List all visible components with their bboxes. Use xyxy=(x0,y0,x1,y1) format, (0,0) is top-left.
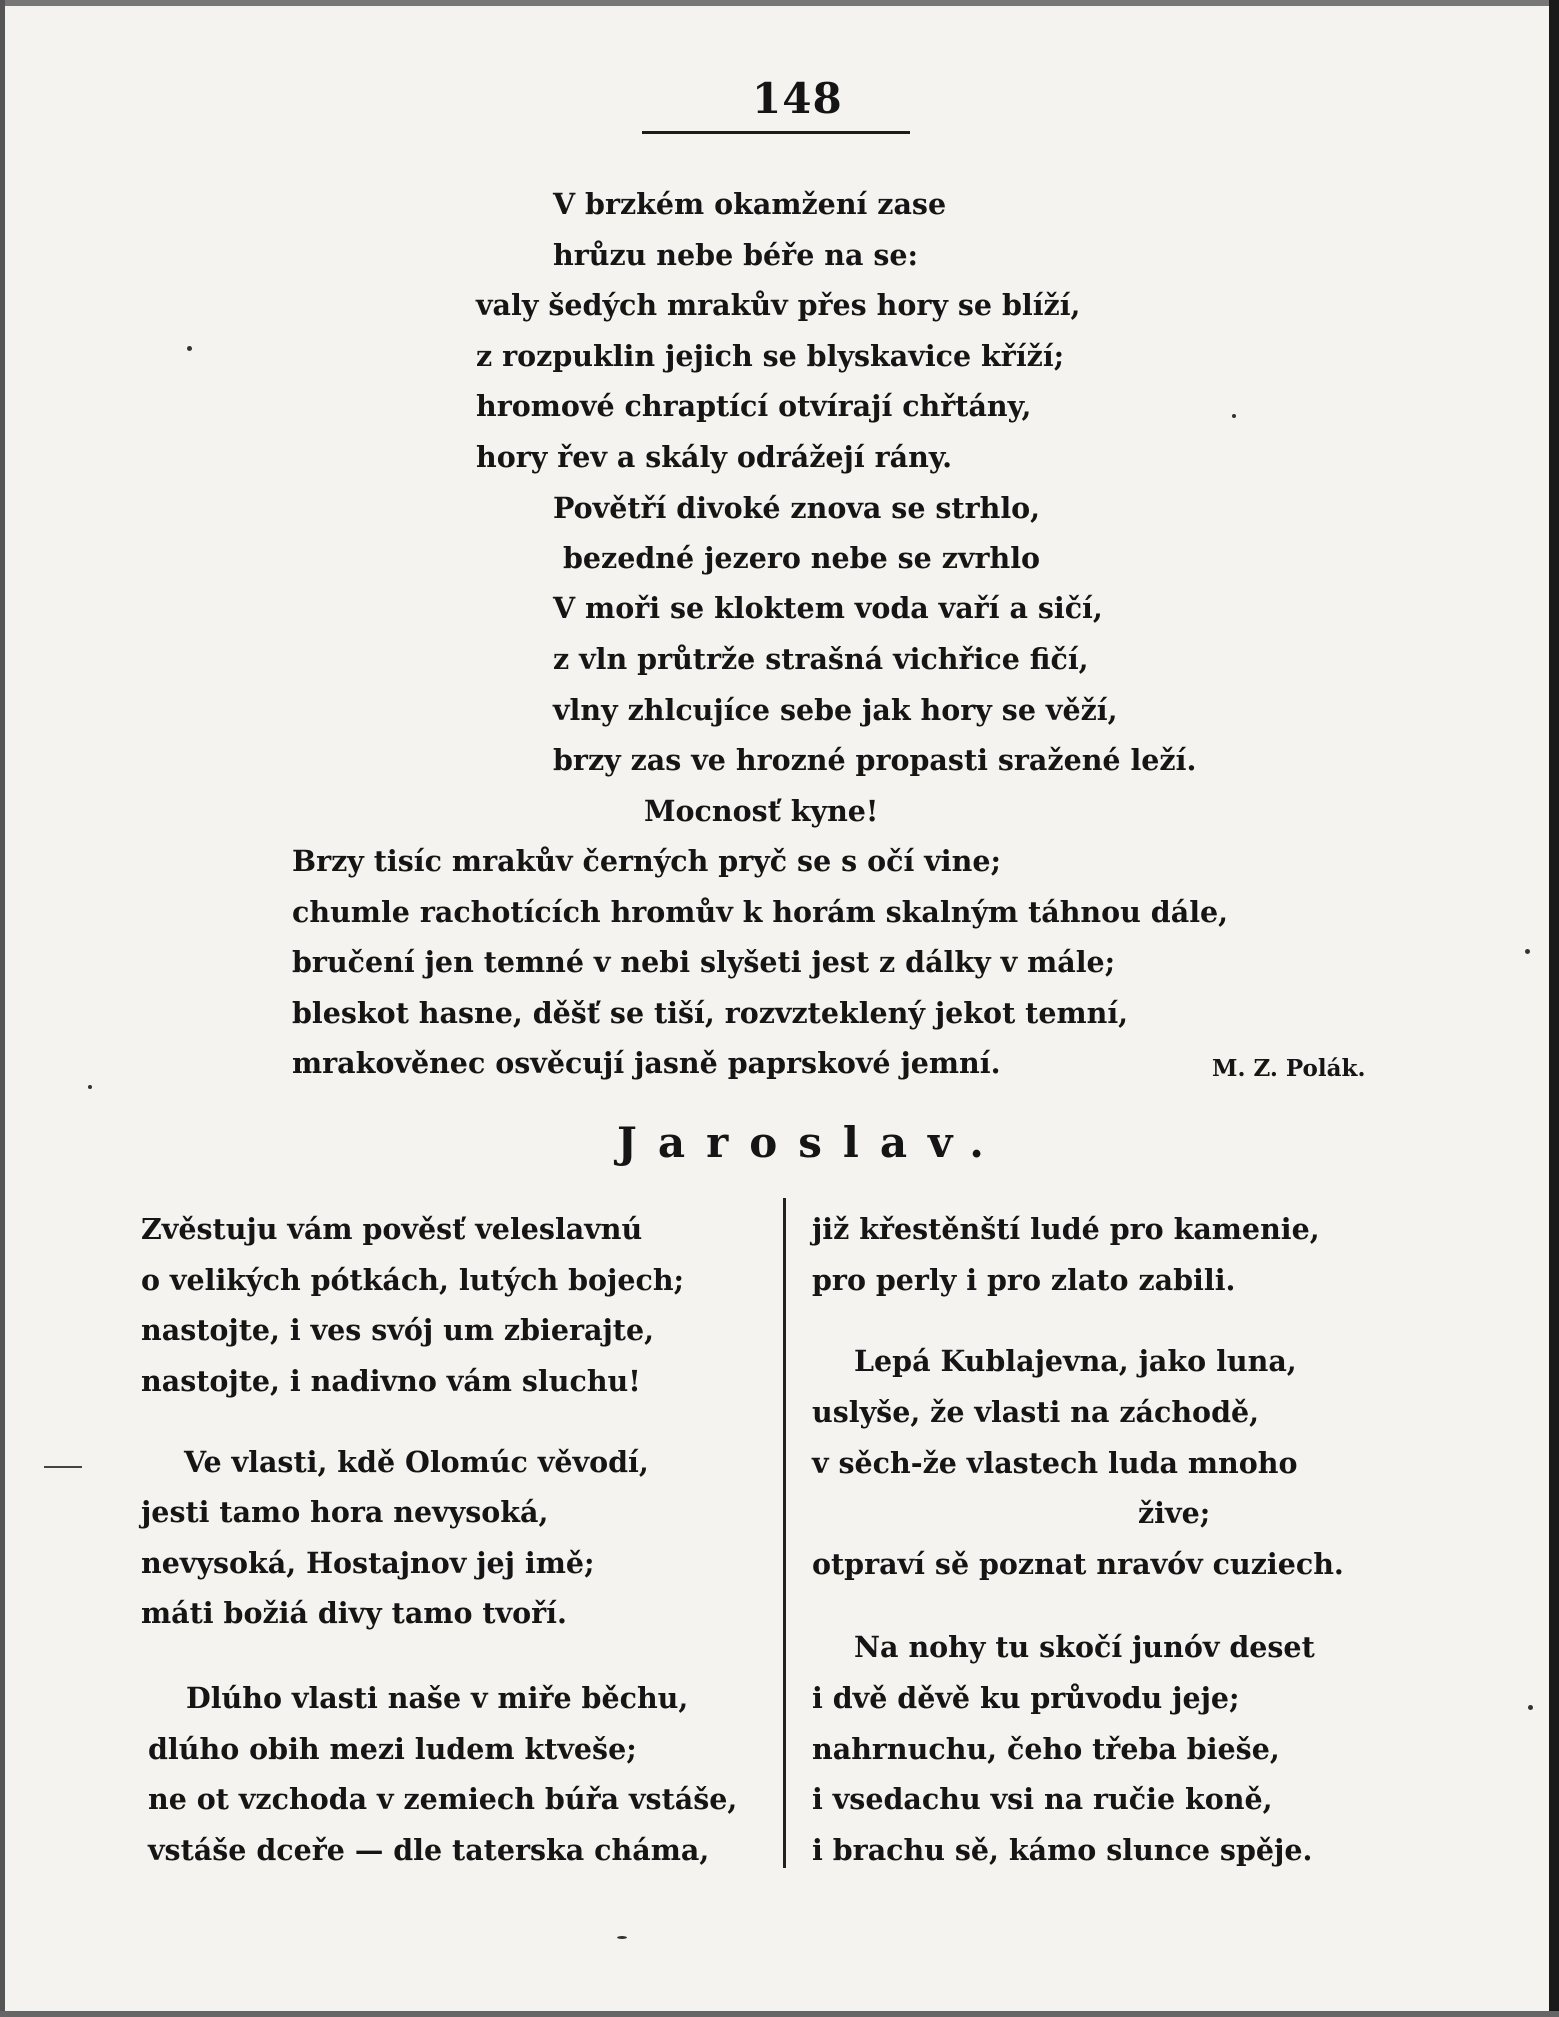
right-column-line: uslyše, že vlasti na záchodě, xyxy=(812,1395,1260,1429)
left-column-line: vstáše dceře — dle taterska cháma, xyxy=(148,1833,710,1867)
poem-line: mrakověnec osvěcují jasně paprskové jemní. xyxy=(292,1046,1001,1080)
left-column-line: ne ot vzchoda v zemiech búřa vstáše, xyxy=(148,1782,738,1816)
left-column-line: nastojte, i ves svój um zbierajte, xyxy=(141,1313,654,1347)
scan-edge-top xyxy=(0,0,1559,6)
scan-speck xyxy=(88,1085,92,1089)
page-number-rule xyxy=(642,131,910,134)
poem-line: V brzkém okamžení zase xyxy=(553,187,947,221)
section-title: Jaroslav. xyxy=(617,1118,1005,1167)
scan-speck xyxy=(617,1936,627,1939)
poem-line: Brzy tisíc mrakův černých pryč se s očí vine; xyxy=(292,844,1001,878)
poem-line: bručení jen temné v nebi slyšeti jest z dálky v mále; xyxy=(292,945,1116,979)
poem-line: valy šedých mrakův přes hory se blíží, xyxy=(476,288,1081,322)
scan-edge-bottom xyxy=(0,2011,1559,2017)
right-column-line: pro perly i pro zlato zabili. xyxy=(812,1263,1236,1297)
poem-line: vlny zhlcujíce sebe jak hory se věží, xyxy=(553,693,1118,727)
left-column-line: Dlúho vlasti naše v miře běchu, xyxy=(186,1681,689,1715)
right-column-line: již křestěnští ludé pro kamenie, xyxy=(812,1212,1320,1246)
left-column-line: nevysoká, Hostajnov jej imě; xyxy=(141,1546,595,1580)
right-column-line: Na nohy tu skočí junóv deset xyxy=(854,1630,1315,1664)
poem-line: V moři se kloktem voda vaří a sičí, xyxy=(553,591,1103,625)
scan-speck xyxy=(1528,1705,1533,1710)
left-column-line: dlúho obih mezi ludem ktveše; xyxy=(148,1732,637,1766)
scan-mark xyxy=(44,1466,82,1468)
scan-speck xyxy=(1232,414,1236,418)
scan-edge-right xyxy=(1549,0,1559,2017)
poem-line: Mocnosť kyne! xyxy=(644,794,879,828)
poem-line: hory řev a skály odrážejí rány. xyxy=(476,440,953,474)
right-column-line: i dvě děvě ku průvodu jeje; xyxy=(812,1681,1240,1715)
right-column-line: Lepá Kublajevna, jako luna, xyxy=(854,1344,1297,1378)
scan-edge-left xyxy=(0,0,5,2017)
right-column-line: v sěch-že vlastech luda mnoho xyxy=(812,1446,1298,1480)
poem-author: M. Z. Polák. xyxy=(1212,1055,1366,1082)
right-column-line: žive; xyxy=(1138,1496,1211,1530)
scan-speck xyxy=(1525,949,1530,954)
left-column-line: jesti tamo hora nevysoká, xyxy=(141,1495,549,1529)
right-column-line: i brachu sě, kámo slunce spěje. xyxy=(812,1833,1313,1867)
column-divider xyxy=(783,1198,786,1868)
poem-line: Povětří divoké znova se strhlo, xyxy=(553,491,1041,525)
left-column-line: Zvěstuju vám pověsť veleslavnú xyxy=(141,1212,643,1246)
left-column-line: máti božiá divy tamo tvoří. xyxy=(141,1596,567,1630)
poem-line: z vln průtrže strašná vichřice fičí, xyxy=(553,642,1089,676)
poem-line: z rozpuklin jejich se blyskavice kříží; xyxy=(476,339,1065,373)
right-column-line: i vsedachu vsi na ručie koně, xyxy=(812,1782,1273,1816)
right-column-line: nahrnuchu, čeho třeba bieše, xyxy=(812,1732,1280,1766)
scan-speck xyxy=(187,346,192,351)
poem-line: hromové chraptící otvírají chřtány, xyxy=(476,389,1032,423)
left-column-line: nastojte, i nadivno vám sluchu! xyxy=(141,1364,641,1398)
poem-line: bezedné jezero nebe se zvrhlo xyxy=(563,541,1041,575)
poem-line: brzy zas ve hrozné propasti sražené leží. xyxy=(553,743,1197,777)
left-column-line: o velikých pótkách, lutých bojech; xyxy=(141,1263,685,1297)
poem-line: bleskot hasne, děšť se tiší, rozvzteklený jekot temní, xyxy=(292,996,1129,1030)
right-column-line: otpraví sě poznat nravóv cuziech. xyxy=(812,1547,1344,1581)
poem-line: chumle rachotících hromův k horám skalným táhnou dále, xyxy=(292,895,1229,929)
poem-line: hrůzu nebe béře na se: xyxy=(553,238,919,272)
left-column-line: Ve vlasti, kdě Olomúc věvodí, xyxy=(184,1445,649,1479)
page-number: 148 xyxy=(752,74,843,123)
